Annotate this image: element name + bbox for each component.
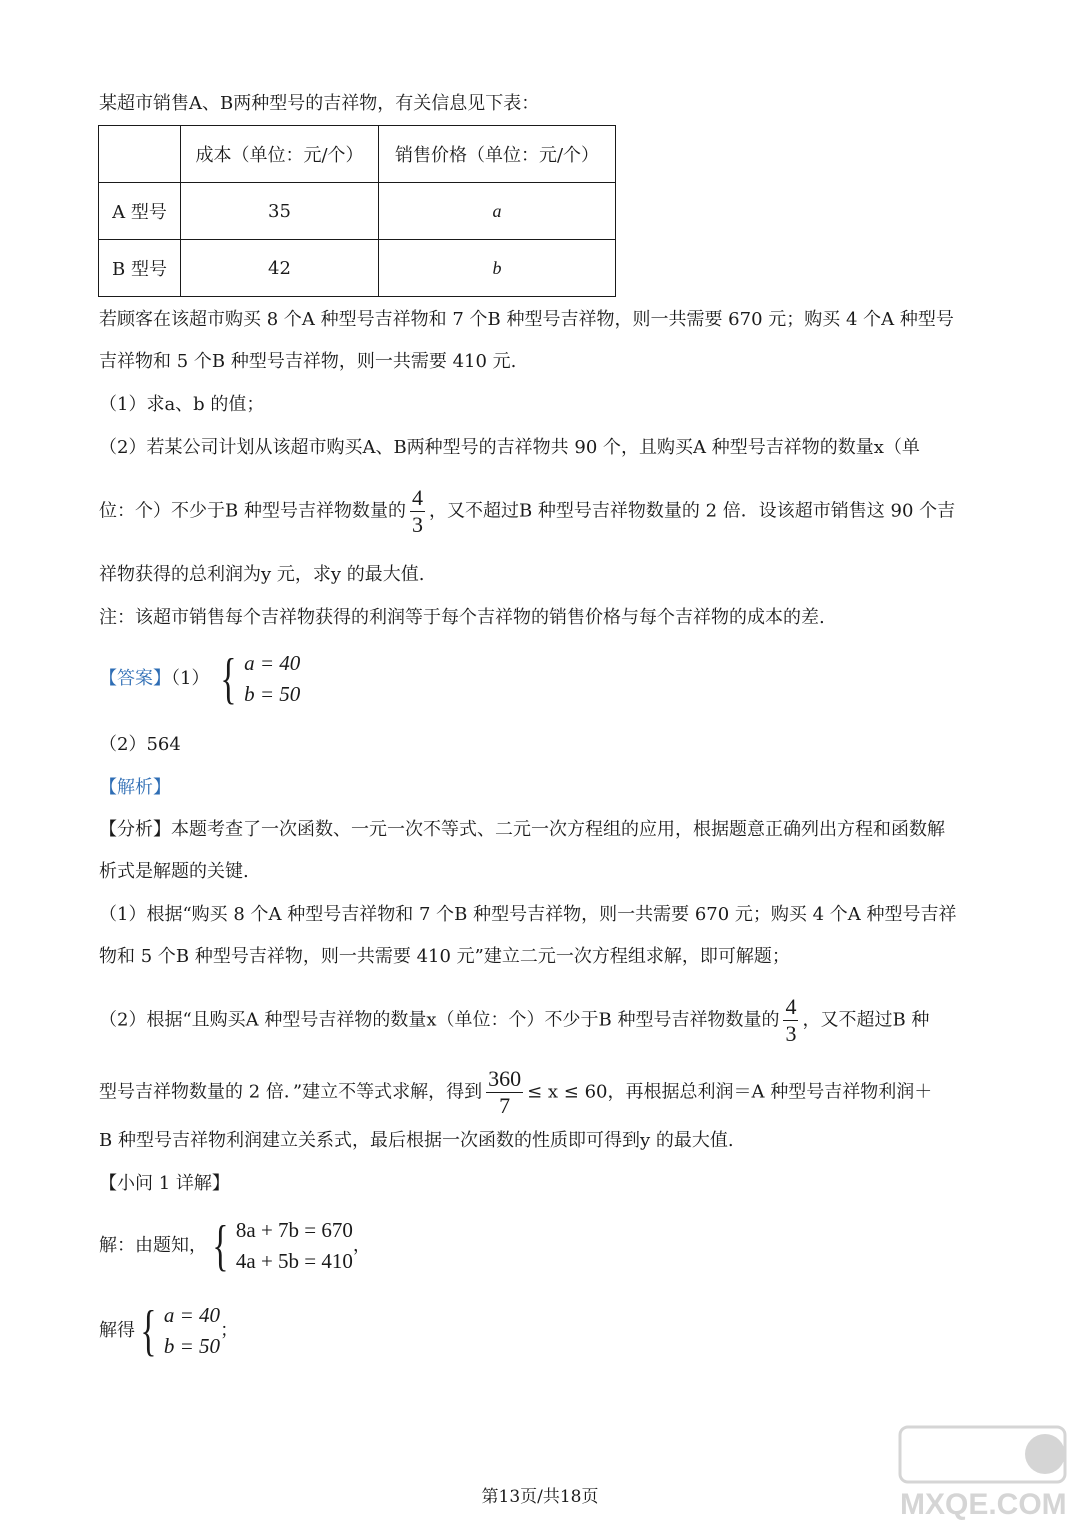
watermark-logo [895, 1422, 1070, 1522]
analysis-text: B 种型号吉祥物利润建立关系式，最后根据一次函数的性质即可得到y 的最大值. [99, 1130, 734, 1151]
solution-comma: ， [352, 1235, 371, 1256]
fraction-numerator: 4 [785, 994, 797, 1019]
fraction-numerator: 360 [488, 1066, 522, 1091]
fraction-denominator: 3 [785, 1021, 797, 1046]
equation-system [135, 1300, 220, 1362]
fraction [486, 1066, 523, 1119]
equation: a = 40 [244, 651, 301, 675]
table-row [99, 183, 616, 240]
equation: b = 50 [163, 1334, 221, 1358]
svg-text:MXQE.COM: MXQE.COM [900, 1488, 1067, 1521]
brace-icon: { [212, 1215, 229, 1277]
result-semicolon: ； [220, 1320, 239, 1341]
fraction [410, 485, 425, 538]
fraction-denominator: 3 [411, 512, 423, 537]
answer-tag: 【答案】 [99, 668, 171, 689]
question-1: （1）求a、b 的值； [99, 394, 265, 415]
table-header-cell: 销售价格（单位：元/个） [379, 126, 616, 183]
brace-icon: { [220, 648, 237, 710]
analysis-text-part: 型号吉祥物数量的 2 倍．”建立不等式求解，得到 [99, 1081, 483, 1103]
note-text: 注：该超市销售每个吉祥物获得的利润等于每个吉祥物的销售价格与每个吉祥物的成本的差. [99, 607, 825, 628]
result-label: 解得 [99, 1320, 135, 1341]
question-2-text: ，又不超过B 种型号吉祥物数量的 2 倍．设该超市销售这 90 个吉 [428, 500, 956, 522]
table-header-cell: 成本（单位：元/个） [181, 126, 379, 183]
brace-icon: { [140, 1300, 157, 1362]
table-cell-label: B 型号 [99, 240, 181, 297]
analysis-text-part: （2）根据“且购买A 种型号吉祥物的数量x（单位：个）不少于B 种型号吉祥物数量的 [99, 1009, 780, 1031]
analysis-text-part: ，又不超过B 种 [802, 1009, 930, 1031]
answer-1-label: （1） [171, 668, 210, 689]
analysis-text: 物和 5 个B 种型号吉祥物，则一共需要 410 元”建立二元一次方程组求解，即可解题； [99, 946, 790, 967]
table-row [99, 126, 616, 183]
analysis-text [99, 994, 929, 1047]
analysis-text [99, 1066, 932, 1119]
equation: 4a + 5b = 410 [235, 1249, 353, 1273]
analysis-text: （1）根据“购买 8 个A 种型号吉祥物和 7 个B 种型号吉祥物，则一共需要 670 元；购买 4 个A 种型号吉祥 [99, 904, 957, 925]
question-2: （2）若某公司计划从该超市购买A、B两种型号的吉祥物共 90 个，且购买A 种型号吉祥物的数量x（单 [99, 437, 920, 458]
table-header-cell [99, 126, 181, 183]
problem-text: 若顾客在该超市购买 8 个A 种型号吉祥物和 7 个B 种型号吉祥物，则一共需要 670 元；购买 4 个A 种型号 [99, 309, 954, 330]
fraction-numerator: 4 [411, 485, 423, 510]
answer-block [99, 646, 300, 712]
analysis-text: 析式是解题的关键. [99, 861, 249, 882]
equation-system [207, 1215, 353, 1277]
equation-system [215, 648, 300, 710]
answer-2: （2）564 [99, 734, 181, 755]
analysis-text: 【分析】本题考查了一次函数、一元一次不等式、二元一次方程组的应用，根据题意正确列出方程和函数解 [99, 819, 945, 840]
solution-label: 解：由题知， [99, 1235, 207, 1256]
table-cell-cost: 42 [181, 240, 379, 297]
table-cell-cost: 35 [181, 183, 379, 240]
fraction [783, 994, 798, 1047]
intro-text: 某超市销售A、B两种型号的吉祥物，有关信息见下表： [99, 93, 540, 114]
table-cell-label: A 型号 [99, 183, 181, 240]
page-footer: 第13页/共18页 [481, 1487, 599, 1507]
equation: a = 40 [163, 1303, 221, 1327]
question-2: 祥物获得的总利润为y 元，求y 的最大值. [99, 564, 425, 585]
equation: b = 50 [244, 682, 301, 706]
info-table [98, 125, 616, 297]
table-cell-price: b [379, 240, 616, 297]
analysis-tag: 【解析】 [99, 777, 171, 798]
question-2-text: 位：个）不少于B 种型号吉祥物数量的 [99, 500, 406, 522]
solution-line [99, 1213, 371, 1279]
analysis-text-part: ≤ x ≤ 60，再根据总利润＝A 种型号吉祥物利润＋ [527, 1081, 933, 1103]
table-row [99, 240, 616, 297]
result-line [99, 1298, 238, 1364]
problem-text: 吉祥物和 5 个B 种型号吉祥物，则一共需要 410 元. [99, 351, 517, 372]
question-2 [99, 485, 955, 538]
equation: 8a + 7b = 670 [235, 1218, 353, 1242]
table-cell-price: a [379, 183, 616, 240]
fraction-denominator: 7 [499, 1093, 511, 1118]
sub-question-tag: 【小问 1 详解】 [99, 1173, 230, 1194]
